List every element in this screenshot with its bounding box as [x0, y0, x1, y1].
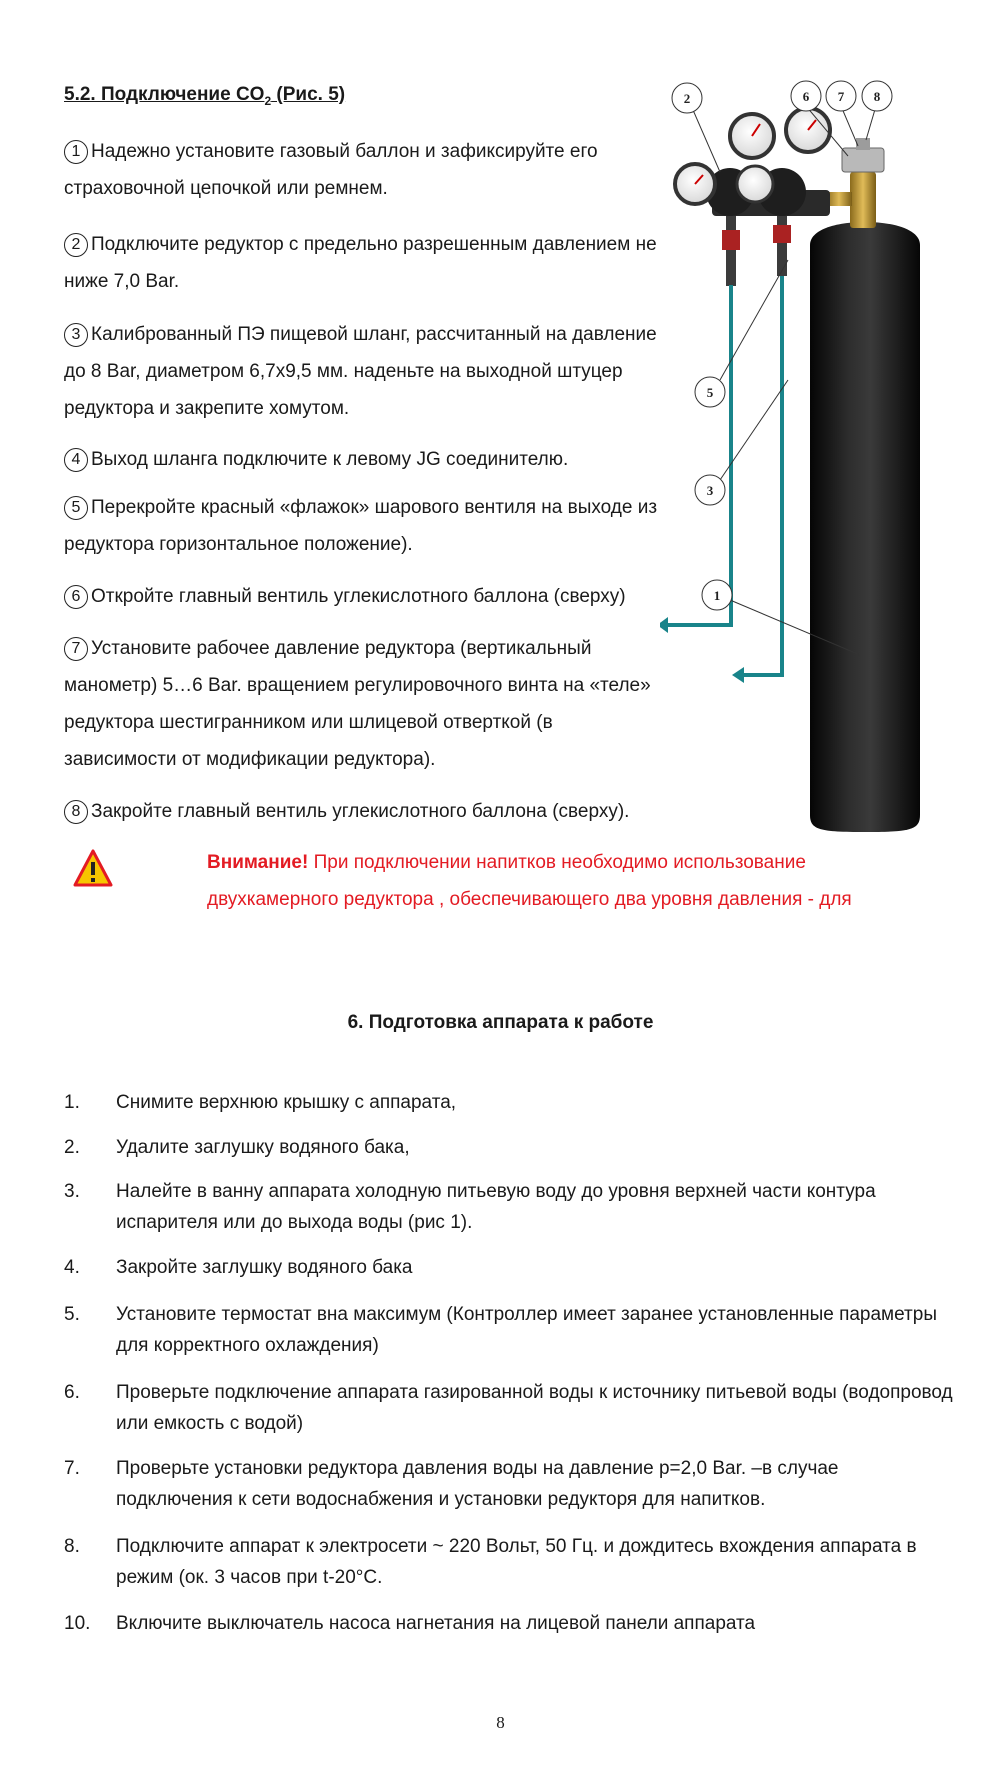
step-2 [64, 226, 664, 300]
step-marker: 6 [64, 585, 88, 609]
warning-text: При подключении напитков необходимо использование двухкамерного редуктора , обеспечивающего два уровня давления - для [207, 852, 852, 910]
cylinder-valve [826, 138, 884, 228]
callout-7: 6 [802, 89, 810, 104]
step-marker: 7 [64, 637, 88, 661]
list-item-number: 2. [64, 1137, 80, 1158]
list-item-number: 10. [64, 1613, 91, 1634]
step-text: Подключите редуктор с предельно разрешенным давлением не ниже 7,0 Bar. [64, 234, 657, 292]
step-4 [64, 441, 664, 478]
step-1 [64, 133, 664, 207]
page-number: 8 [496, 1713, 505, 1732]
step-7 [64, 630, 664, 778]
callout-2: 2 [683, 91, 691, 106]
section-title-6: 6. Подготовка аппарата к работе [347, 1012, 654, 1033]
list-item-number: 8. [64, 1536, 80, 1557]
callout-1: 1 [713, 588, 721, 603]
list-item-number: 1. [64, 1092, 80, 1113]
step-text: Выход шланга подключите к левому JG соединителю. [91, 449, 569, 470]
step-5 [64, 489, 664, 563]
step-text: Перекройте красный «флажок» шарового вентиля на выходе из редуктора горизонтальное положение). [64, 497, 658, 555]
step-marker: 8 [64, 800, 88, 824]
list-item-number: 6. [64, 1382, 80, 1403]
list-item-text: Налейте в ванну аппарата холодную питьевую воду до уровня верхней части контура испарителя или до выхода воды (рис 1). [116, 1181, 876, 1233]
section-heading-5-2 [64, 84, 345, 108]
step-marker: 5 [64, 496, 88, 520]
list-item-text: Включите выключатель насоса нагнетания на лицевой панели аппарата [116, 1613, 756, 1634]
callout-8: 8 [873, 89, 881, 104]
list-item-text: Проверьте подключение аппарата газированной воды к источнику питьевой воды (водопровод или емкость с водой) [116, 1382, 953, 1434]
step-marker: 1 [64, 140, 88, 164]
heading-subscript: 2 [264, 93, 272, 108]
step-marker: 4 [64, 448, 88, 472]
step-text: Надежно установите газовый баллон и зафиксируйте его страховочной цепочкой или ремнем. [64, 141, 598, 199]
warning-triangle-icon [72, 848, 114, 888]
callout-5: 5 [706, 385, 714, 400]
step-3 [64, 316, 664, 427]
step-text: Откройте главный вентиль углекислотного баллона (сверху) [91, 586, 626, 607]
step-text: Калиброванный ПЭ пищевой шланг, рассчитанный на давление до 8 Bar, диаметром 6,7х9,5 мм. наденьте на выходной штуцер редуктора и закрепите хомутом. [64, 324, 657, 419]
warning-label: Внимание! [207, 852, 309, 873]
heading-tail: (Рис. 5) [271, 84, 346, 105]
list-item-number: 3. [64, 1181, 80, 1202]
list-item-number: 7. [64, 1458, 80, 1479]
step-text: Установите рабочее давление редуктора (вертикальный манометр) 5…6 Bar. вращением регулировочного винта на «теле» редуктора шестигранником или шлицевой отверткой (в зависимости от модификации редуктора). [64, 638, 651, 770]
callout-6: 7 [837, 89, 845, 104]
step-8 [64, 793, 664, 830]
co2-connection-figure [660, 80, 960, 840]
outlet-arrow-icon [660, 617, 668, 633]
callout-3: 3 [706, 483, 714, 498]
warning-note [207, 844, 907, 918]
list-item-number: 4. [64, 1257, 80, 1278]
list-item-text: Удалите заглушку водяного бака, [116, 1137, 410, 1158]
gas-hoses [660, 276, 782, 675]
list-item-text: Проверьте установки редуктора давления воды на давление р=2,0 Bar. –в случае подключения к сети водоснабжения и установки редукторя для напитков. [116, 1458, 839, 1510]
list-item-text: Закройте заглушку водяного бака [116, 1257, 413, 1278]
step-marker: 3 [64, 323, 88, 347]
list-item-text: Снимите верхнюю крышку с аппарата, [116, 1092, 457, 1113]
co2-cylinder [810, 222, 920, 832]
list-item-text: Подключите аппарат к электросети ~ 220 Вольт, 50 Гц. и дождитесь вхождения аппарата в режим (ок. 3 часов при t-20°C. [116, 1536, 917, 1588]
list-item-text: Установите термостат вна максимум (Контроллер имеет заранее установленные параметры для корректного охлаждения) [116, 1304, 937, 1356]
heading-text: 5.2. Подключение CO [64, 84, 265, 105]
outlet-arrow-icon [732, 667, 744, 683]
list-item-number: 5. [64, 1304, 80, 1325]
step-6 [64, 578, 664, 615]
step-text: Закройте главный вентиль углекислотного баллона (сверху). [91, 801, 630, 822]
step-marker: 2 [64, 233, 88, 257]
